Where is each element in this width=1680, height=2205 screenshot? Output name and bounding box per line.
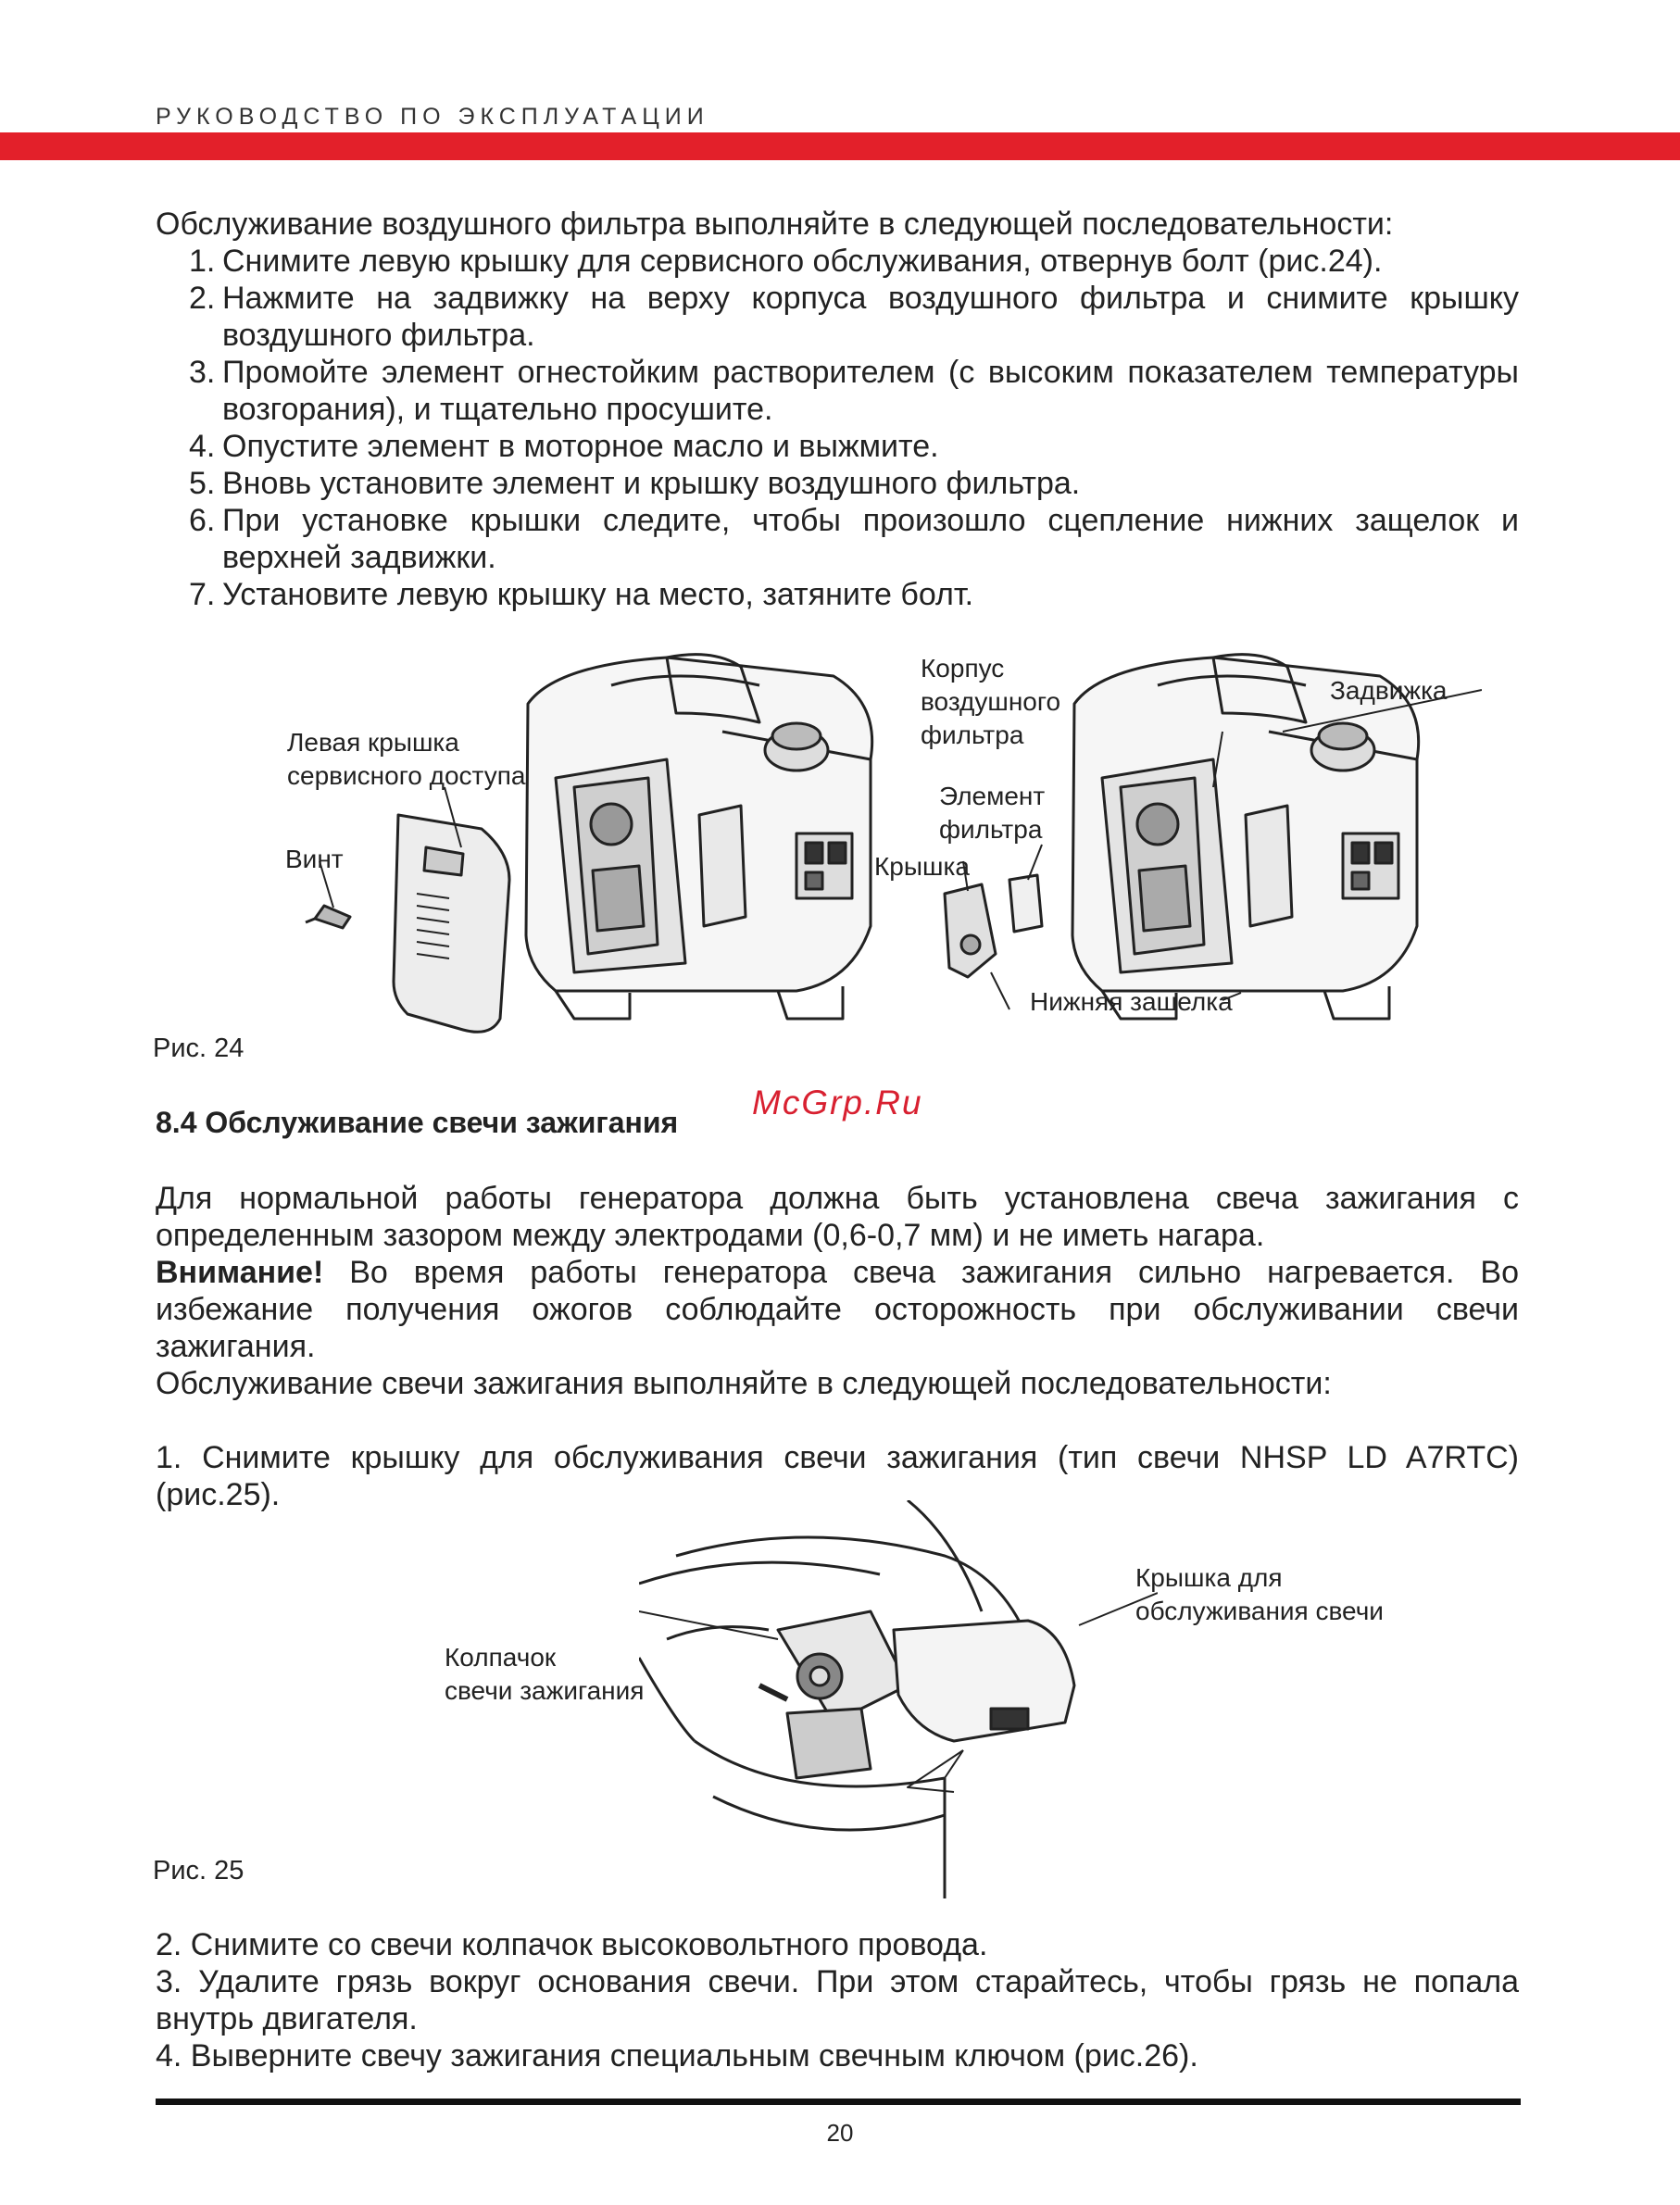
watermark: McGrp.Ru <box>752 1084 923 1121</box>
label-element-line1: Элемент <box>939 782 1046 810</box>
list-item <box>156 354 1519 428</box>
step-text: Нажмите на задвижку на верху корпуса воздушного фильтра и снимите крышку воздушного фильтра. <box>222 281 1519 353</box>
step-number: 2. <box>189 281 216 316</box>
label-housing-line3: фильтра <box>921 720 1024 749</box>
air-filter-intro: Обслуживание воздушного фильтра выполняйте в следующей последовательности: <box>156 207 1394 242</box>
step-number: 1. <box>189 244 216 279</box>
label-screw: Винт <box>285 845 344 873</box>
label-spark-cover-line2: обслуживания свечи <box>1135 1597 1384 1625</box>
step-number: 3. <box>189 355 216 390</box>
label-left-cover-line2: сервисного доступа <box>287 761 526 790</box>
label-spark-cover-line1: Крышка для <box>1135 1563 1283 1592</box>
generator-illustration-left <box>526 655 872 1019</box>
figure-24-illustration <box>278 648 1482 1037</box>
air-filter-cover <box>945 884 996 977</box>
figure-25-caption: Рис. 25 <box>153 1856 244 1886</box>
label-latch: Задвижка <box>1330 676 1448 705</box>
label-element-line2: фильтра <box>939 815 1043 844</box>
figure-25-illustration <box>639 1500 1158 1898</box>
label-lower-latch: Нижняя защелка <box>1030 987 1233 1016</box>
generator-illustration-right <box>1072 655 1419 1019</box>
left-service-cover <box>394 815 509 1032</box>
label-housing-line1: Корпус <box>921 654 1005 683</box>
running-header: РУКОВОДСТВО ПО ЭКСПЛУАТАЦИИ <box>156 104 709 130</box>
warning-paragraph <box>156 1254 1519 1365</box>
label-spark-cap-line1: Колпачок <box>445 1643 557 1672</box>
step-number: 6. <box>189 503 216 538</box>
spark-plug-paragraph: Для нормальной работы генератора должна быть установлена свеча зажигания с определенным зазором между электродами (0,6-0,7 мм) и не иметь нагара. <box>156 1181 1519 1253</box>
list-item <box>156 243 1519 280</box>
list-item <box>156 465 1519 502</box>
step-text: Промойте элемент огнестойким растворителем (с высоким показателем температуры возгорания), и тщательно просушите. <box>222 355 1519 427</box>
step-text: Установите левую крышку на место, затяните болт. <box>222 577 974 612</box>
section-title: 8.4 Обслуживание свечи зажигания <box>156 1106 679 1139</box>
label-left-cover-line1: Левая крышка <box>287 728 459 757</box>
step-text: Вновь установите элемент и крышку воздушного фильтра. <box>222 466 1081 501</box>
label-housing-line2: воздушного <box>921 687 1061 716</box>
figure-24-caption: Рис. 24 <box>153 1034 244 1063</box>
spark-plug-service-cover <box>894 1621 1074 1741</box>
spark-plug-intro: Обслуживание свечи зажигания выполняйте в следующей последовательности: <box>156 1366 1332 1401</box>
list-item <box>156 502 1519 576</box>
step-text: При установке крышки следите, чтобы произошло сцепление нижних защелок и верхней задвижки. <box>222 503 1519 575</box>
list-item <box>156 576 1519 613</box>
step-number: 4. <box>189 429 216 464</box>
step-text: Снимите левую крышку для сервисного обслуживания, отвернув болт (рис.24). <box>222 244 1383 279</box>
label-spark-cap-line2: свечи зажигания <box>445 1676 645 1705</box>
header-accent-bar <box>0 132 1680 160</box>
spark-plug-step-2: 2. Снимите со свечи колпачок высоковольтного провода. <box>156 1927 988 1962</box>
step-number: 7. <box>189 577 216 612</box>
label-cover: Крышка <box>874 852 970 881</box>
spark-plug-step-4: 4. Выверните свечу зажигания специальным свечным ключом (рис.26). <box>156 2038 1198 2073</box>
page-number: 20 <box>826 2119 854 2147</box>
spark-plug-step-3: 3. Удалите грязь вокруг основания свечи. При этом старайтесь, чтобы грязь не попала внутрь двигателя. <box>156 1964 1519 2036</box>
footer-rule <box>156 2099 1521 2105</box>
step-text: Опустите элемент в моторное масло и выжмите. <box>222 429 939 464</box>
warning-label: Внимание! <box>156 1255 324 1290</box>
list-item <box>156 428 1519 465</box>
spark-plug-step-1: 1. Снимите крышку для обслуживания свечи зажигания (тип свечи NHSP LD A7RTC) (рис.25). <box>156 1440 1519 1512</box>
filter-element <box>1009 875 1042 932</box>
warning-text: Во время работы генератора свеча зажигания сильно нагревается. Во избежание получения ожогов соблюдайте осторожность при обслуживании свечи зажигания. <box>156 1255 1519 1364</box>
screw-illustration <box>306 906 350 928</box>
air-filter-steps <box>156 243 1519 613</box>
list-item <box>156 280 1519 354</box>
step-number: 5. <box>189 466 216 501</box>
